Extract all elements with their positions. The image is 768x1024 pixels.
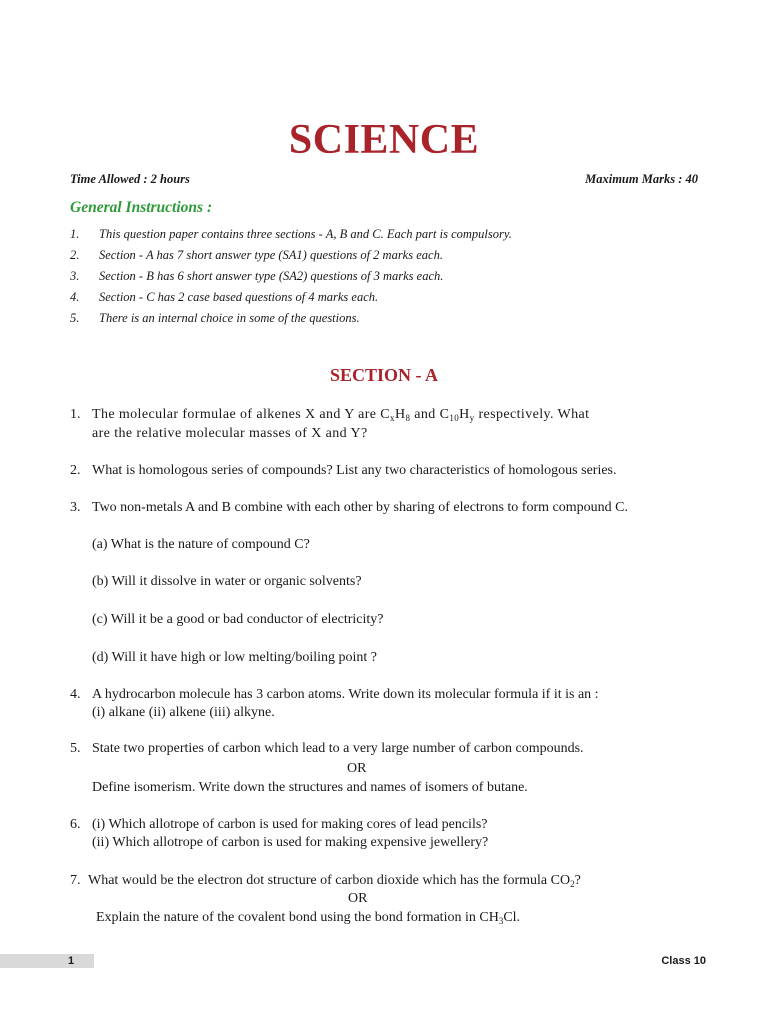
question-number: 6. — [70, 817, 81, 832]
instruction-number: 5. — [70, 311, 80, 325]
question-text: What is homologous series of compounds? List any two characteristics of homologous series. — [92, 463, 617, 478]
question-text: Two non-metals A and B combine with each other by sharing of electrons to form compound C. — [92, 500, 628, 515]
question-text-line2: (ii) Which allotrope of carbon is used for making expensive jewellery? — [92, 835, 489, 850]
instruction-item — [70, 269, 710, 290]
page-title: SCIENCE — [288, 117, 480, 163]
sub-question-b: (b) Will it dissolve in water or organic solvents? — [92, 574, 362, 589]
section-a-title: SECTION - A — [329, 365, 439, 385]
question-text-line2: (i) alkane (ii) alkene (iii) alkyne. — [92, 705, 275, 720]
subscript: 10 — [449, 413, 460, 423]
question-number: 2. — [70, 463, 81, 478]
maximum-marks: Maximum Marks : 40 — [585, 172, 698, 186]
question-text-alternative — [96, 908, 520, 927]
instruction-text: Section - A has 7 short answer type (SA1) questions of 2 marks each. — [99, 248, 443, 262]
question-text-part: H — [459, 407, 470, 422]
general-instructions-list — [70, 227, 710, 332]
question-number: 1. — [70, 407, 81, 422]
question-number: 3. — [70, 500, 81, 515]
question-number: 7. — [70, 873, 81, 888]
or-separator: OR — [348, 891, 368, 906]
footer-page-bar — [0, 954, 94, 968]
instruction-number: 3. — [70, 269, 80, 283]
question-text-part: Explain the nature of the covalent bond using the bond formation in CH — [96, 910, 499, 925]
subscript: 2 — [570, 879, 575, 889]
subscript: y — [469, 413, 475, 423]
question-number: 5. — [70, 741, 81, 756]
instruction-item — [70, 311, 710, 332]
instruction-number: 2. — [70, 248, 80, 262]
question-text-part: The molecular formulae of alkenes X and Y are C — [92, 407, 391, 422]
instruction-text: Section - B has 6 short answer type (SA2) questions of 3 marks each. — [99, 269, 444, 283]
or-separator: OR — [347, 761, 367, 776]
question-text-part: H — [394, 407, 406, 422]
question-text — [92, 405, 589, 424]
subscript: x — [390, 413, 395, 423]
instruction-number: 4. — [70, 290, 80, 304]
instruction-text: Section - C has 2 case based questions of 4 marks each. — [99, 290, 379, 304]
time-allowed: Time Allowed : 2 hours — [70, 172, 190, 186]
question-number: 4. — [70, 687, 81, 702]
question-text-part: ? — [574, 873, 581, 888]
sub-question-c: (c) Will it be a good or bad conductor of electricity? — [92, 612, 384, 627]
sub-question-d: (d) Will it have high or low melting/boiling point ? — [92, 650, 377, 665]
question-text: A hydrocarbon molecule has 3 carbon atoms. Write down its molecular formula if it is an : — [92, 687, 599, 702]
question-text-part: Cl. — [503, 910, 521, 925]
question-text-part: respectively. What — [474, 407, 590, 422]
general-instructions-heading: General Instructions : — [70, 199, 213, 216]
instruction-text: This question paper contains three sections - A, B and C. Each part is compulsory. — [99, 227, 512, 241]
instruction-item — [70, 248, 710, 269]
instruction-text: There is an internal choice in some of the questions. — [99, 311, 360, 325]
question-text-line2: are the relative molecular masses of X and Y? — [92, 426, 368, 441]
instruction-item — [70, 290, 710, 311]
subscript: 8 — [405, 413, 411, 423]
instruction-number: 1. — [70, 227, 80, 241]
question-text-alternative: Define isomerism. Write down the structures and names of isomers of butane. — [92, 780, 528, 795]
sub-question-a: (a) What is the nature of compound C? — [92, 537, 310, 552]
instruction-item — [70, 227, 710, 248]
question-text — [88, 871, 581, 890]
page-number: 1 — [68, 955, 75, 967]
footer-class-label: Class 10 — [661, 955, 706, 967]
question-text: (i) Which allotrope of carbon is used for making cores of lead pencils? — [92, 817, 488, 832]
question-text-part: What would be the electron dot structure of carbon dioxide which has the formula CO — [88, 873, 571, 888]
subscript: 3 — [498, 916, 504, 926]
question-text: State two properties of carbon which lead to a very large number of carbon compounds. — [92, 741, 584, 756]
question-text-part: and C — [410, 407, 450, 422]
